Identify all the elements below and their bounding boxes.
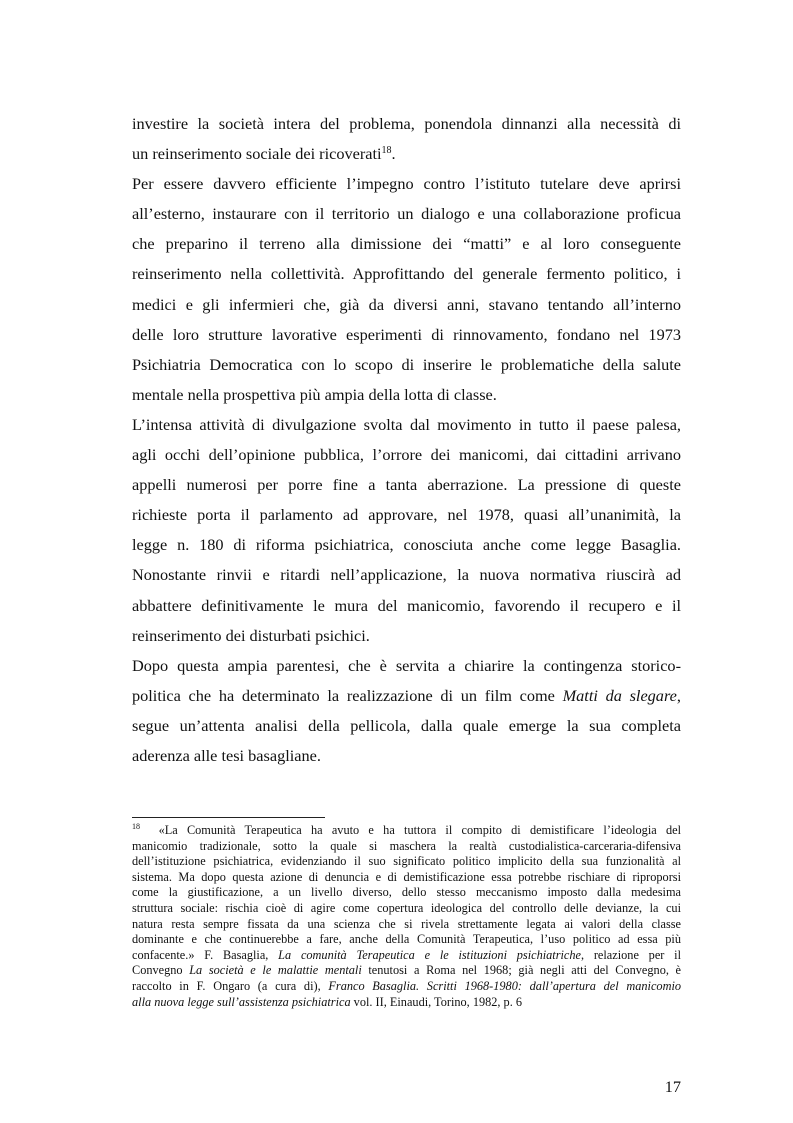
text-span: raccolto in F. Ongaro (a cura di), <box>132 978 329 993</box>
footnote-line: manicomio tradizionale, sotto la quale si maschera la realtà custodialistica-carceraria-difensiva <box>132 838 681 853</box>
text-span: «La Comunità Terapeutica ha avuto e ha tuttora il compito di demistificare l’ideologia del <box>158 823 681 837</box>
footnote-line: come la giustificazione, a un livello diverso, dello stesso meccanismo imposto dalla medesima <box>132 885 681 900</box>
text-line: un reinserimento sociale dei ricoverati$^{18}$. <box>132 144 396 164</box>
main-text <box>132 109 681 771</box>
text-line: reinserimento dei disturbati psichici. <box>132 625 370 645</box>
footnote-reference: 18 <box>381 145 392 157</box>
text-line: all’esterno, instaurare con il territorio un dialogo e una collaborazione proficua <box>132 204 681 224</box>
text-line: legge n. 180 di riforma psichiatrica, conosciuta anche come legge Basaglia. <box>132 535 681 555</box>
text-line: reinserimento nella collettività. Approfittando del generale fermento politico, i <box>132 264 681 284</box>
text-span: tenutosi a Roma nel 1968; già negli atti del Convegno, è <box>361 963 682 978</box>
text-line: delle loro strutture lavorative esperimenti di rinnovamento, fondano nel 1973 <box>132 324 681 344</box>
text-line: Dopo questa ampia parentesi, che è servita a chiarire la contingenza storico- <box>132 655 681 675</box>
footnote-line: dell’istituzione psichiatrica, evidenziando il suo significato politico implicito della sua funzionalità al <box>132 854 681 869</box>
text-span: politica che ha determinato la realizzazione di un film come <box>132 685 563 705</box>
footnote-line <box>132 823 681 839</box>
text-line: segue un’attenta analisi della pellicola, dalla quale emerge la sua completa <box>132 715 681 735</box>
footnote <box>132 823 681 1010</box>
cited-title: Franco Basaglia. Scritti 1968-1980: dall’apertura del manicomio <box>328 978 682 993</box>
footnote-line <box>132 995 681 1011</box>
footnote-separator <box>132 817 325 818</box>
text-line: investire la società intera del problema, ponendola dinnanzi alla necessità di <box>132 114 681 133</box>
text-span: un reinserimento sociale dei ricoverati <box>132 144 382 164</box>
text-line: appelli numerosi per porre fine a tanta aberrazione. La pressione di queste <box>132 475 681 495</box>
page-number: 17 <box>664 1077 681 1096</box>
text-span: Convegno <box>132 963 190 978</box>
text-line: Per essere davvero efficiente l’impegno contro l’istituto tutelare deve aprirsi <box>132 174 681 194</box>
text-line: che preparino il terreno alla dimissione dei “matti” e al loro conseguente <box>132 234 681 254</box>
footnote-line: natura resta sempre fissata da una scienza che si rivela strettamente legata ai valori della classe <box>132 916 681 931</box>
footnote-line <box>132 979 681 995</box>
footnote-number: 18 <box>132 822 140 831</box>
text-line <box>132 681 681 711</box>
text-line: medici e gli infermieri che, già da diversi anni, stavano tentando all’interno <box>132 294 681 314</box>
text-span: , relazione per il <box>580 947 682 962</box>
text-line: richieste porta il parlamento ad approvare, nel 1978, quasi all’unanimità, la <box>132 505 681 525</box>
text-line: L’intensa attività di divulgazione svolta dal movimento in tutto il paese palesa, <box>132 414 681 434</box>
text-line: aderenza alle tesi basagliane. <box>132 745 321 765</box>
text-span: vol. II, Einaudi, Torino, 1982, p. 6 <box>350 994 523 1009</box>
text-line: mentale nella prospettiva più ampia della lotta di classe. <box>132 384 497 404</box>
film-title: Matti da slegare <box>562 685 677 705</box>
footnote-line <box>132 948 681 964</box>
text-span: , <box>676 685 681 705</box>
text-line: agli occhi dell’opinione pubblica, l’orrore dei manicomi, dai cittadini arrivano <box>132 445 681 465</box>
footnote-line: struttura sociale: rischia cioè di agire come copertura ideologica del controllo delle devianze, la cui <box>132 900 681 915</box>
text-line: Nonostante rinvii e ritardi nell’applicazione, la nuova normativa riuscirà ad <box>132 565 681 585</box>
text-line: abbattere definitivamente le mura del manicomio, favorendo il recupero e il <box>132 595 681 615</box>
footnote-line: dominante e che continuerebbe a fare, anche della Comunità Terapeutica, l’uso politico ad essa più <box>132 932 681 947</box>
cited-title: La società e le malattie mentali <box>189 963 362 978</box>
text-span: confacente.» F. Basaglia, <box>132 947 279 962</box>
text-line: Psichiatria Democratica con lo scopo di inserire le problematiche della salute <box>132 354 681 374</box>
cited-title: La comunità Terapeutica e le istituzioni psichiatriche <box>278 947 581 962</box>
footnote-line: sistema. Ma dopo questa azione di denuncia e di demistificazione essa potrebbe rischiare di riproporsi <box>132 869 681 884</box>
cited-title: alla nuova legge sull’assistenza psichiatrica <box>132 994 351 1009</box>
footnote-line <box>132 963 681 979</box>
